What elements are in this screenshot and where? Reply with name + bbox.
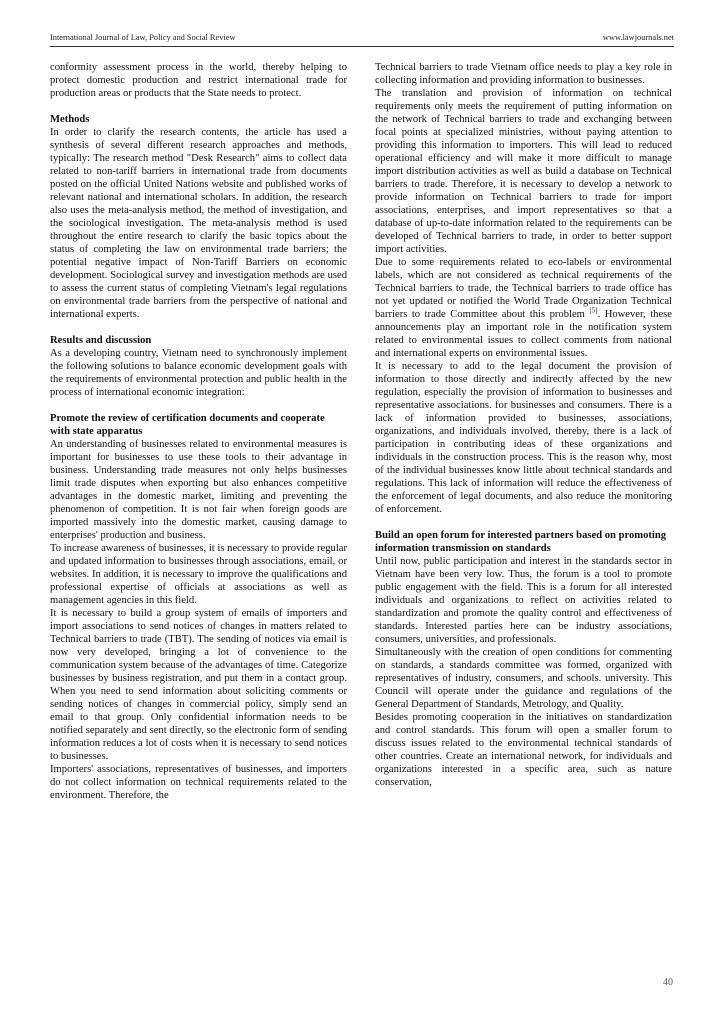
journal-title: International Journal of Law, Policy and Social Review xyxy=(50,33,236,42)
header-rule xyxy=(50,46,674,47)
forum-heading: Build an open forum for interested partners based on promoting information transmission on standards xyxy=(375,530,667,554)
promote-heading: Promote the review of certification documents and cooperate with state apparatus xyxy=(50,413,325,437)
spacer xyxy=(50,321,347,334)
spacer xyxy=(50,399,347,412)
paragraph: Importers' associations, representatives of businesses, and importers do not collect information on technical requirements related to the environment. Therefore, the xyxy=(50,764,347,801)
right-column xyxy=(375,61,672,789)
paragraph: Technical barriers to trade Vietnam office needs to play a key role in collecting information and providing information to businesses. xyxy=(375,62,672,86)
results-heading: Results and discussion xyxy=(50,335,152,346)
paragraph: An understanding of businesses related to environmental measures is important for businesses to use these tools to their advantage in business. Understanding trade measures not only helps businesses limit trade disputes when exporting but also enhances competitive advantages in the domestic market, limiting and preventing the phenomenon of competition. It is not fair when foreign goods are imported massively into the domestic market, causing damage to enterprises' production and business. xyxy=(50,439,347,541)
paragraph: It is necessary to add to the legal document the provision of information to those directly and indirectly affected by the new regulation, especially the provision of information to businesses and representative associations. for businesses and consumers. There is a lack of information provided to businesses, associations, organizations, and individuals involved, thereby, there is a lack of participation in contributing ideas of these organizations and individuals in the construction process. This is the reason why, most of the individual businesses know little about technical standards and regulations. This lack of information will reduce the effectiveness of the enforcement of legal documents, and also reduce the monitoring of enforcement. xyxy=(375,361,672,515)
methods-heading: Methods xyxy=(50,114,90,125)
citation-ref: [5] xyxy=(589,306,598,315)
paragraph: conformity assessment process in the world, thereby helping to protect domestic production and restrict international trade for production areas or products that the State needs to protect. xyxy=(50,62,347,99)
journal-website: www.lawjournals.net xyxy=(602,33,674,42)
paragraph: Simultaneously with the creation of open conditions for commenting on standards, a standards committee was formed, organized with representatives of industry, consumers, and schools. university. This Council will operate under the guidance and regulations of the General Department of Standards, Metrology, and Quality. xyxy=(375,647,672,710)
paragraph: As a developing country, Vietnam need to synchronously implement the following solutions to balance economic development goals with the requirements of environmental protection and public health in the process of international economic integration: xyxy=(50,348,347,398)
spacer xyxy=(50,100,347,113)
paragraph: To increase awareness of businesses, it is necessary to provide regular and updated information to businesses through associations, email, or websites. In addition, it is necessary to improve the qualifications and professional expertise of officials at associations as well as management agencies in this field. xyxy=(50,543,347,606)
text-run: . However, these announcements play an important role in the notification system related to environmental issues to collect comments from national and international experts on environmental issues. xyxy=(375,309,672,359)
left-column xyxy=(50,61,347,802)
paragraph: Until now, public participation and interest in the standards sector in Vietnam have been very low. Thus, the forum is a tool to promote public engagement with the field. This is a forum for all interested individuals and organizations to reflect on activities related to standardization and promote the quality control and effectiveness of standards. Interested parties here can be industry associations, consumers, universities, and professionals. xyxy=(375,556,672,645)
text-run: Due to some requirements related to eco-labels or environmental labels, which are not considered as technical requirements of the Technical barriers to trade, the Technical barriers to trade office has not yet updated or notified the World Trade Organization Technical barriers to trade Committee about this problem xyxy=(375,257,672,320)
paragraph: In order to clarify the research contents, the article has used a synthesis of several different research approaches and methods, typically: The research method "Desk Research" aims to collect data related to non-tariff barriers in international trade from documents posted on the official United Nations website and published works of relevant national and international scholars. In addition, the research also uses the meta-analysis method, the method of investigation, and the sociological investigation. The meta-analysis method is used throughout the entire research to clarify the basic topics about the status of completing the law on environmental trade barriers; the potential negative impact of Non-Tariff Barriers on economic development. Sociological survey and investigation methods are used to assess the current status of completing Vietnam's legal regulations on environmental trade barriers from the perspective of national and international experts. xyxy=(50,127,347,320)
spacer xyxy=(375,516,672,529)
paragraph: It is necessary to build a group system of emails of importers and import associations to send notices of changes in matters related to Technical barriers to trade (TBT). The sending of notices via email is now very developed, bringing a lot of convenience to the communication system because of the advantages of time. Categorize businesses by business registration, and put them in a contact group. When you need to send information about soliciting comments or sending notices of changes in commercial policy, simply send an email to that group. Only confidential information needs to be notified separately and sent directly, so the electronic form of sending information reduces a lot of costs when it is necessary to send notices to businesses. xyxy=(50,608,347,762)
paragraph xyxy=(375,256,672,360)
paragraph: The translation and provision of information on technical requirements only meets the requirement of putting information on the network of Technical barriers to trade and exchanging between focal points at specialized ministries, without paying attention to providing this information to importers. This will lead to reduced operational efficiency and will make it more difficult to manage import distribution activities as well as build a database on Technical barriers to trade. Therefore, it is necessary to develop a network to provide information on Technical barriers to trade for import associations, enterprises, and import representatives so that a database of up-to-date information related to the requirements can be developed of Technical barriers to trade, in order to better support import activities. xyxy=(375,88,672,255)
paragraph: Besides promoting cooperation in the initiatives on standardization and control standards. This forum will open a smaller forum to discuss issues related to the environmental technical standards of other countries. Create an international network, for individuals and organizations interested in a specific area, such as nature conservation, xyxy=(375,712,672,788)
page-number: 40 xyxy=(663,977,673,988)
